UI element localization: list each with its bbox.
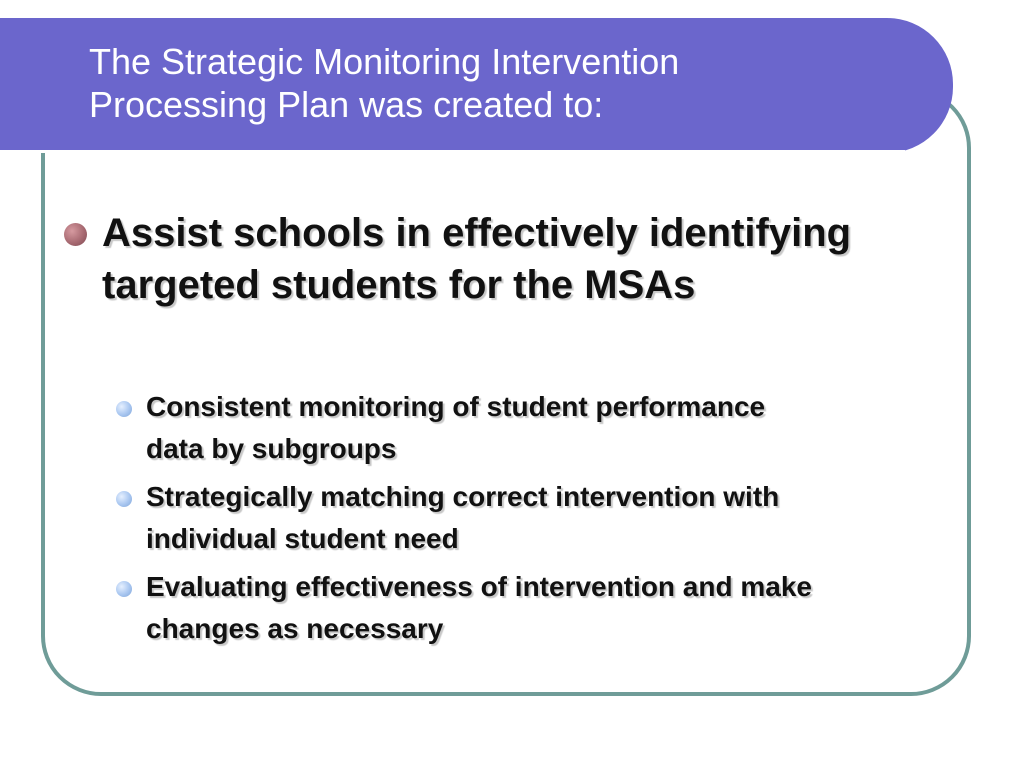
sub-bullet-1-line-1: Consistent monitoring of student performance [146,391,766,422]
sub-bullet-1-line-2: data by subgroups [146,433,397,464]
slide-title-line-2: Processing Plan was created to: [89,84,604,125]
main-bullet-line-2: targeted students for the MSAs [102,263,696,307]
sub-bullet-1 [146,386,966,470]
slide-title [89,40,679,126]
sub-bullet-2 [146,476,966,560]
sub-bullet-dot-icon [116,491,132,507]
sub-bullet-2-line-1: Strategically matching correct intervention with [146,481,780,512]
sub-bullet-3-line-2: changes as necessary [146,613,444,644]
main-bullet-line-1: Assist schools in effectively identifying [102,211,852,255]
sub-bullet-3-line-1: Evaluating effectiveness of intervention and make [146,571,812,602]
main-bullet [102,207,982,311]
sub-bullet-dot-icon [116,401,132,417]
sub-bullet-3 [146,566,966,650]
main-bullet-dot-icon [64,223,87,246]
title-underline [0,150,905,153]
sub-bullet-2-line-2: individual student need [146,523,459,554]
sub-bullet-dot-icon [116,581,132,597]
slide-title-line-1: The Strategic Monitoring Intervention [89,41,680,82]
